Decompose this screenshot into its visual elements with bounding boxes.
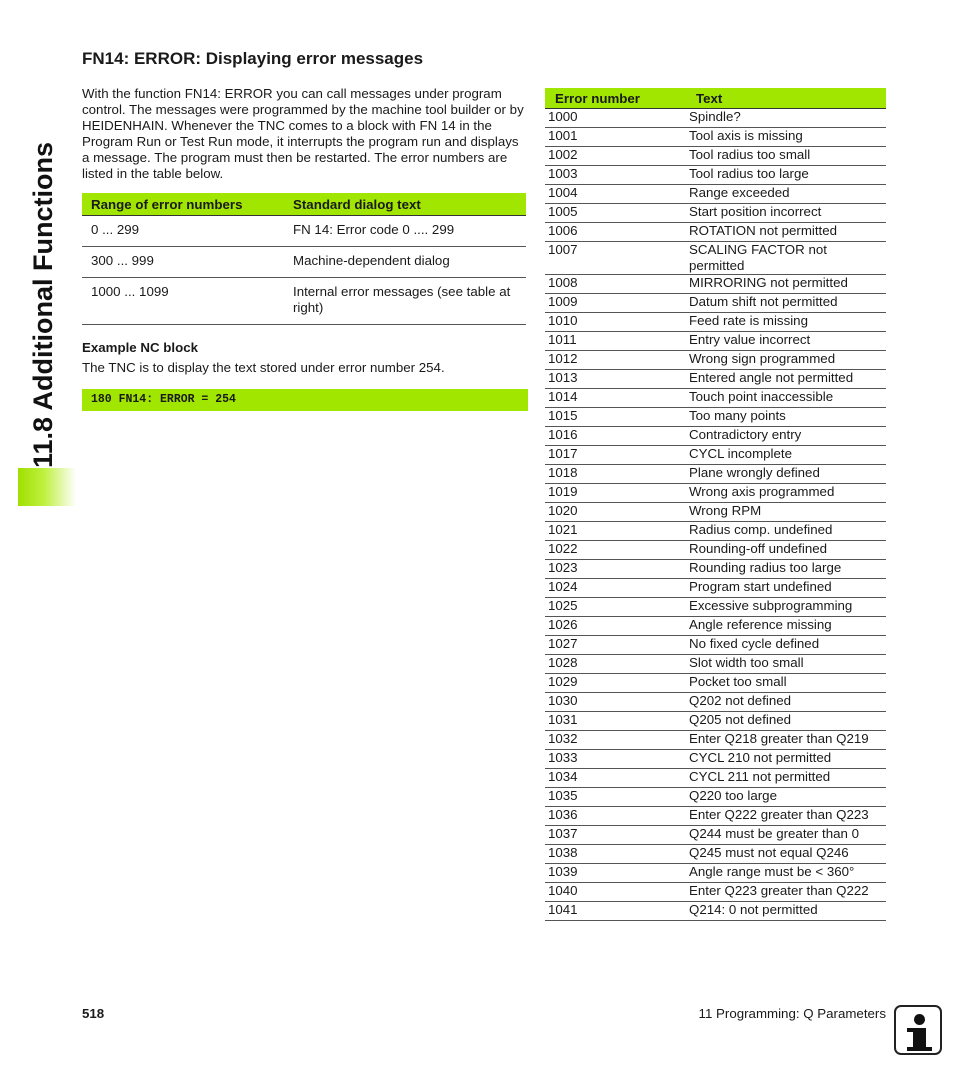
row-key-cell: 1039 [545,864,686,883]
row-key-cell: 1032 [545,731,686,750]
table-row [82,216,526,247]
row-key-cell: 1036 [545,807,686,826]
table-row [545,128,886,147]
table-row [545,294,886,313]
row-value-cell: Q205 not defined [686,712,886,731]
row-value-cell: Internal error messages (see table at right) [284,278,526,325]
row-value-cell: FN 14: Error code 0 .... 299 [284,216,526,247]
row-key-cell: 1004 [545,185,686,204]
row-value-cell: Q202 not defined [686,693,886,712]
row-value-cell: Plane wrongly defined [686,465,886,484]
row-value-cell: Tool radius too small [686,147,886,166]
table-row [545,522,886,541]
row-key-cell: 1028 [545,655,686,674]
row-value-cell: Slot width too small [686,655,886,674]
side-chapter-title-text: 11.8 Additional Functions [28,141,58,468]
table-row [545,389,886,408]
row-value-cell: SCALING FACTOR not permitted [686,242,886,275]
row-value-cell: Touch point inaccessible [686,389,886,408]
error-number-table [545,88,886,921]
example-heading: Example NC block [82,340,199,355]
row-value-cell: Excessive subprogramming [686,598,886,617]
row-key-cell: 1002 [545,147,686,166]
row-key-cell: 1000 ... 1099 [82,278,284,325]
row-key-cell: 1034 [545,769,686,788]
row-value-cell: Enter Q222 greater than Q223 [686,807,886,826]
table-row [545,370,886,389]
row-value-cell: Datum shift not permitted [686,294,886,313]
row-value-cell: Enter Q218 greater than Q219 [686,731,886,750]
row-value-cell: Angle reference missing [686,617,886,636]
row-key-cell: 1029 [545,674,686,693]
row-value-cell: ROTATION not permitted [686,223,886,242]
table-row [545,446,886,465]
row-value-cell: Enter Q223 greater than Q222 [686,883,886,902]
row-key-cell: 1010 [545,313,686,332]
table-header-row [82,193,526,216]
row-value-cell: No fixed cycle defined [686,636,886,655]
row-key-cell: 1035 [545,788,686,807]
table-header-row [545,88,886,109]
column-header: Text [686,88,886,109]
row-key-cell: 1018 [545,465,686,484]
row-value-cell: Wrong sign programmed [686,351,886,370]
row-key-cell: 1031 [545,712,686,731]
row-key-cell: 1003 [545,166,686,185]
table-row [545,807,886,826]
row-key-cell: 1022 [545,541,686,560]
row-key-cell: 1013 [545,370,686,389]
table-row [545,427,886,446]
table-row [545,693,886,712]
row-key-cell: 1014 [545,389,686,408]
table-row [545,579,886,598]
error-range-table [82,193,526,325]
row-value-cell: Q214: 0 not permitted [686,902,886,921]
row-value-cell: CYCL 210 not permitted [686,750,886,769]
row-value-cell: Pocket too small [686,674,886,693]
row-key-cell: 300 ... 999 [82,247,284,278]
row-value-cell: Wrong axis programmed [686,484,886,503]
row-value-cell: CYCL incomplete [686,446,886,465]
table-row [545,185,886,204]
table-row [545,503,886,522]
row-key-cell: 1030 [545,693,686,712]
row-value-cell: MIRRORING not permitted [686,275,886,294]
table-row [545,332,886,351]
row-key-cell: 1009 [545,294,686,313]
row-key-cell: 1038 [545,845,686,864]
row-key-cell: 1008 [545,275,686,294]
row-key-cell: 1024 [545,579,686,598]
row-key-cell: 1017 [545,446,686,465]
table-row [545,731,886,750]
row-key-cell: 1033 [545,750,686,769]
table-row [545,109,886,128]
row-value-cell: Tool radius too large [686,166,886,185]
table-row [545,769,886,788]
row-value-cell: Program start undefined [686,579,886,598]
row-value-cell: Too many points [686,408,886,427]
table-row [545,826,886,845]
row-value-cell: Q245 must not equal Q246 [686,845,886,864]
intro-paragraph: With the function FN14: ERROR you can call messages under program control. The messages were programmed by the machine tool builder or by HEIDENHAIN. Whenever the TNC comes to a block with FN 14 in the Program Run or Test Run mode, it interrupts the program run and displays a message. The program must then be restarted. The error numbers are listed in the table below. [82,86,524,181]
row-value-cell: Angle range must be < 360° [686,864,886,883]
table-row [545,636,886,655]
row-key-cell: 1041 [545,902,686,921]
table-row [545,408,886,427]
row-key-cell: 0 ... 299 [82,216,284,247]
row-key-cell: 1025 [545,598,686,617]
row-value-cell: Range exceeded [686,185,886,204]
table-row [545,242,886,275]
table-row [545,223,886,242]
row-key-cell: 1015 [545,408,686,427]
row-value-cell: Machine-dependent dialog [284,247,526,278]
table-row [545,750,886,769]
table-row [82,278,526,325]
chapter-footer: 11 Programming: Q Parameters [698,1006,886,1021]
row-key-cell: 1011 [545,332,686,351]
example-text: The TNC is to display the text stored under error number 254. [82,360,445,375]
row-key-cell: 1023 [545,560,686,579]
row-key-cell: 1007 [545,242,686,275]
row-value-cell: Tool axis is missing [686,128,886,147]
row-key-cell: 1019 [545,484,686,503]
table-row [545,864,886,883]
table-row [545,166,886,185]
column-header: Error number [545,88,686,109]
row-value-cell: Spindle? [686,109,886,128]
table-row [545,902,886,921]
row-value-cell: Rounding radius too large [686,560,886,579]
row-value-cell: Start position incorrect [686,204,886,223]
row-value-cell: Q244 must be greater than 0 [686,826,886,845]
table-row [545,465,886,484]
row-key-cell: 1020 [545,503,686,522]
table-row [545,712,886,731]
info-icon [894,1005,942,1055]
table-row [545,313,886,332]
table-row [545,845,886,864]
side-chapter-title [16,48,62,488]
row-key-cell: 1027 [545,636,686,655]
row-key-cell: 1001 [545,128,686,147]
table-row [545,655,886,674]
table-row [545,541,886,560]
table-row [545,484,886,503]
row-key-cell: 1021 [545,522,686,541]
table-row [545,560,886,579]
row-value-cell: CYCL 211 not permitted [686,769,886,788]
table-row [545,674,886,693]
row-value-cell: Rounding-off undefined [686,541,886,560]
page-number: 518 [82,1006,105,1021]
table-row [545,147,886,166]
row-key-cell: 1016 [545,427,686,446]
row-value-cell: Q220 too large [686,788,886,807]
table-row [545,883,886,902]
table-row [545,351,886,370]
nc-code-block: 180 FN14: ERROR = 254 [82,389,528,411]
table-row [545,598,886,617]
row-value-cell: Radius comp. undefined [686,522,886,541]
row-value-cell: Feed rate is missing [686,313,886,332]
chapter-tab-marker [18,468,76,506]
row-key-cell: 1012 [545,351,686,370]
row-key-cell: 1037 [545,826,686,845]
row-key-cell: 1026 [545,617,686,636]
table-row [82,247,526,278]
row-key-cell: 1005 [545,204,686,223]
row-value-cell: Wrong RPM [686,503,886,522]
column-header: Range of error numbers [82,193,284,216]
table-row [545,788,886,807]
row-value-cell: Contradictory entry [686,427,886,446]
row-value-cell: Entered angle not permitted [686,370,886,389]
table-row [545,204,886,223]
row-key-cell: 1000 [545,109,686,128]
table-row [545,275,886,294]
row-key-cell: 1040 [545,883,686,902]
table-row [545,617,886,636]
row-key-cell: 1006 [545,223,686,242]
section-heading: FN14: ERROR: Displaying error messages [82,49,424,68]
row-value-cell: Entry value incorrect [686,332,886,351]
column-header: Standard dialog text [284,193,526,216]
